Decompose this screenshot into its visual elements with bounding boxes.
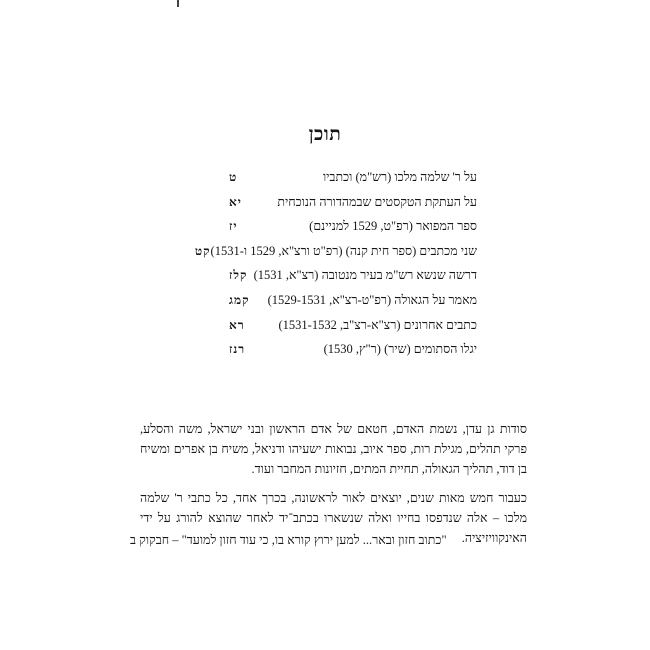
toc-entry: מאמר על הגאולה (רפ"ט-רצ"א, 1529-1531) (267, 292, 477, 307)
description-paragraph: סודות גן עדן, נשמת האדם, חטאם של אדם הראשון ובני ישראל, משה והסלע, פרקי תהלים, מגילת רות, ספר איוב, נבואות ישעיהו ודניאל, משיח בן אפרים ומשיח בן דוד, תהליך הגאולה, תחיית המתים, חזיונות המחבר ועוד. (140, 421, 527, 476)
toc-row (229, 342, 477, 367)
epigraph-quote: "כתוב חזון ובאר... למען ירוץ קורא בו, כי עוד חזון למועד" – חבקוק ב (130, 533, 447, 547)
toc-row (229, 318, 477, 343)
scan-mark (177, 0, 179, 7)
toc-entry: יגלו הסתומים (שיר) (ר"ץ, 1530) (323, 342, 477, 357)
table-of-contents (194, 170, 477, 367)
toc-page-number: קמג (229, 292, 250, 307)
toc-entry: על ר' שלמה מלכו (רש"מ) וכתביו (322, 170, 477, 184)
toc-page-number: ט (229, 170, 238, 184)
toc-page-number: קלז (229, 268, 248, 283)
page-title: תוכן (308, 123, 342, 145)
toc-row (229, 219, 477, 244)
toc-entry: שני מכתבים (ספר חית קנה) (רפ"ט ורצ"א, 1529 ו-1531) (210, 243, 477, 258)
toc-row (229, 170, 477, 195)
toc-entry: ספר המפואר (רפ"ט, 1529 למניינם) (309, 219, 477, 234)
toc-page-number: רנז (229, 342, 246, 357)
toc-page-number: רא (229, 317, 245, 332)
toc-row (194, 243, 477, 269)
toc-page-number: יז (229, 219, 238, 234)
toc-page-number: קט (194, 243, 211, 258)
toc-row (229, 268, 477, 293)
publication-paragraph: כעבור חמש מאות שנים, יוצאים לאור לראשונה, בכרך אחד, כל כתבי ר' שלמה מלכו – אלה שנדפסו בחייו ואלה שנשארו בכתב־יד לאחר שהוצא להורג על ידי האינקוויזיציה. (140, 490, 527, 545)
toc-row (229, 195, 477, 220)
toc-entry: דרשה שנשא רש"מ בעיר מנטובה (רצ"א, 1531) (253, 268, 477, 283)
toc-row (229, 293, 477, 318)
toc-entry: כתבים אחרונים (רצ"א-רצ"ב, 1531-1532) (278, 317, 477, 332)
toc-entry: על העתקת הטקסטים שבמהדורה הנוכחית (277, 194, 477, 209)
toc-page-number: יא (229, 194, 242, 209)
